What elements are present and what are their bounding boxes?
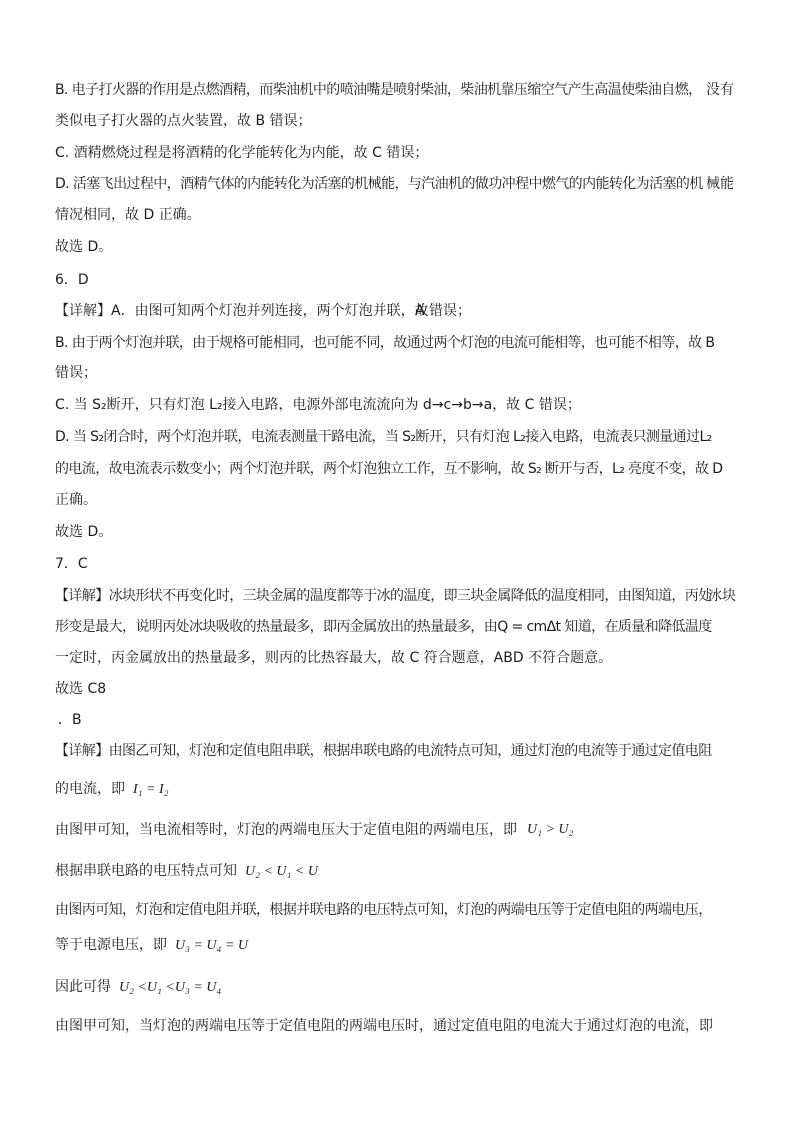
text-line-tail: 械能: [706, 176, 734, 192]
text-line: [55, 780, 169, 798]
text-line: C. 酒精燃烧过程是将酒精的化学能转化为内能，故 C 错误；: [55, 145, 429, 161]
formula: U₂ <U₁ <U₃ = U₄: [119, 980, 222, 995]
text-line: 情况相同，故 D 正确。: [55, 207, 201, 223]
text-line: 由图甲可知，当电流相等时，灯泡的两端电压大于定值电阻的两端电压，即: [55, 822, 517, 838]
text-line: 【详解】冰块形状不再变化时，三块金属的温度都等于冰的温度，即三块金属降低的温度相同，由图知道，丙处: [55, 588, 712, 604]
answer-number: 6．D: [55, 272, 89, 288]
text-line: 错误；: [55, 365, 97, 381]
text-line: 形变是最大，说明丙处冰块吸收的热量最多，即丙金属放出的热量最多，由Q = cmΔt 知道，在质量和降低温度: [55, 619, 712, 635]
text-line: 由图甲可知，当灯泡的两端电压等于定值电阻的两端电压时，通过定值电阻的电流大于通过灯泡的电流，即: [55, 1018, 713, 1034]
text-line: 【详解】A．由图可知两个灯泡并列连接，两个灯泡并联，故: [55, 303, 429, 319]
text-line: 故选 D。: [55, 524, 113, 540]
text-line: D. 当 S₂闭合时，两个灯泡并联，电流表测量干路电流，当 S₂断开，只有灯泡 L₂接入电路，电流表只测量通过L₂: [55, 429, 712, 445]
formula: U₃ = U₄ = U: [175, 938, 248, 953]
answer-number: 7．C: [55, 556, 88, 572]
text-line: D. 活塞飞出过程中，酒精气体的内能转化为活塞的机械能，与汽油机的做功冲程中燃气的内能转化为活塞的机: [55, 176, 703, 192]
text-line: 一定时，丙金属放出的热量最多，则丙的比热容最大，故 C 符合题意，ABD 不符合题意。: [55, 650, 613, 666]
text-line: 故选 C8: [55, 681, 107, 697]
text-line-tail: A 错误；: [415, 303, 472, 319]
answer-number: ．B: [58, 712, 82, 728]
text-segment: 等于电源电压，即: [55, 937, 167, 953]
text-line: 的电流，故电流表示数变小；两个灯泡并联，两个灯泡独立工作，互不影响，故 S₂ 断开与否，L₂ 亮度不变，故 D: [55, 461, 723, 477]
text-segment: 的电流，即: [55, 781, 125, 797]
formula: I₁ = I₂: [133, 782, 169, 797]
text-line: 故选 D。: [55, 239, 113, 255]
text-line-tail: 冰块: [708, 588, 736, 604]
text-line: C. 当 S₂断开，只有灯泡 L₂接入电路，电源外部电流流向为 d→c→b→a，故 C 错误；: [55, 397, 581, 413]
text-line-tail: 没有: [706, 82, 734, 98]
formula: U₂ < U₁ < U: [245, 864, 318, 879]
text-line: 由图丙可知，灯泡和定值电阻并联，根据并联电路的电压特点可知，灯泡的两端电压等于定值电阻的两端电压，: [55, 902, 712, 918]
text-line: [55, 862, 318, 880]
text-segment: 因此可得: [55, 979, 111, 995]
text-line: [55, 936, 248, 954]
text-line: 类似电子打火器的点火装置，故 B 错误；: [55, 113, 312, 129]
text-segment: 根据串联电路的电压特点可知: [55, 863, 237, 879]
formula: U₁ > U₂: [527, 822, 574, 837]
text-line: B. 电子打火器的作用是点燃酒精，而柴油机中的喷油嘴是喷射柴油，柴油机靠压缩空气产生高温使柴油自燃，: [55, 82, 702, 98]
text-line: [55, 978, 221, 996]
text-line: B. 由于两个灯泡并联，由于规格可能相同，也可能不同，故通过两个灯泡的电流可能相等，也可能不相等，故 B: [55, 335, 715, 351]
text-line: 正确。: [55, 492, 97, 508]
text-line: 【详解】由图乙可知，灯泡和定值电阻串联，根据串联电路的电流特点可知，通过灯泡的电流等于通过定值电阻: [55, 743, 712, 759]
